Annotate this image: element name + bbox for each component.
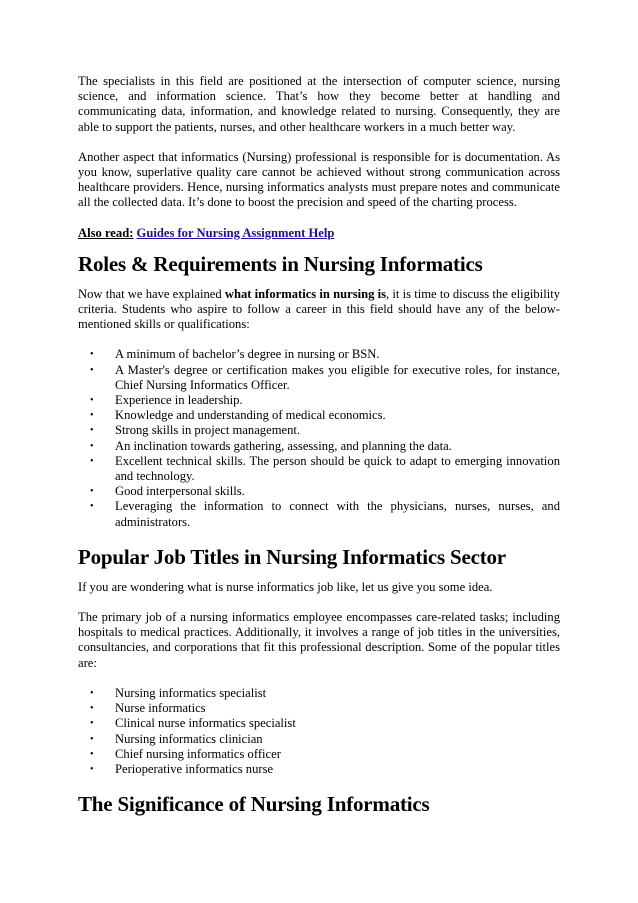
list-item-text: Experience in leadership. [115, 393, 243, 408]
bullet-icon: • [90, 410, 94, 422]
list-item-text: Clinical nurse informatics specialist [115, 716, 296, 731]
also-read-link[interactable]: Guides for Nursing Assignment Help [136, 225, 335, 240]
intro-paragraph-1: The specialists in this field are positioned at the intersection of computer science, nursing science, and information science. That’s how they become better at handling and communicating data, information, and knowledge related to nursing. Consequently, they are able to support the patients, nurses, and other healthcare workers in a much better way. [78, 74, 560, 134]
list-item-text: A Master's degree or certification makes you eligible for executive roles, for instance, Chief Nursing Informatics Officer. [115, 362, 560, 392]
document-page [78, 74, 560, 827]
list-item [78, 484, 560, 499]
list-item-text: Nursing informatics clinician [115, 731, 263, 746]
also-read-line [78, 226, 560, 241]
roles-paragraph-bold: what informatics in nursing is [224, 286, 387, 301]
list-item [78, 762, 560, 777]
bullet-icon: • [90, 455, 94, 467]
bullet-icon: • [90, 486, 94, 498]
list-item-text: Chief nursing informatics officer [115, 746, 281, 761]
roles-paragraph-end: , it is time to discuss the eligibility criteria. Students who aspire to follow a career in this field should have any of the below-mentioned skills or qualifications: [78, 286, 560, 332]
bullet-icon: • [90, 440, 94, 452]
list-item-text: Strong skills in project management. [115, 423, 301, 438]
list-item [78, 701, 560, 716]
bullet-icon: • [90, 687, 94, 699]
list-item [78, 423, 560, 438]
bullet-icon: • [90, 763, 94, 775]
list-item [78, 408, 560, 423]
also-read-label: Also read: [78, 225, 134, 240]
roles-list [78, 347, 560, 529]
list-item [78, 716, 560, 731]
bullet-icon: • [90, 703, 94, 715]
list-item [78, 454, 560, 484]
list-item-text: Good interpersonal skills. [115, 484, 245, 499]
bullet-icon: • [90, 718, 94, 730]
list-item [78, 363, 560, 393]
list-item-text: Nurse informatics [115, 701, 206, 716]
list-item [78, 747, 560, 762]
bullet-icon: • [90, 395, 94, 407]
list-item-text: Leveraging the information to connect with the physicians, nurses, nurses, and administrators. [115, 499, 560, 529]
bullet-icon: • [90, 364, 94, 376]
bullet-icon: • [90, 748, 94, 760]
list-item [78, 393, 560, 408]
bullet-icon: • [90, 425, 94, 437]
list-item-text: Knowledge and understanding of medical economics. [115, 408, 386, 423]
roles-heading: Roles & Requirements in Nursing Informatics [78, 251, 483, 276]
list-item [78, 732, 560, 747]
list-item-text: Nursing informatics specialist [115, 685, 267, 700]
jobs-list [78, 686, 560, 777]
list-item [78, 347, 560, 362]
list-item-text: Perioperative informatics nurse [115, 761, 274, 776]
bullet-icon: • [90, 733, 94, 745]
bullet-icon: • [90, 501, 94, 513]
bullet-icon: • [90, 349, 94, 361]
jobs-paragraph-2: The primary job of a nursing informatics employee encompasses care-related tasks; including hospitals to medical practices. Additionally, it involves a range of job titles in the universities, consultancies, and corporations that fit this professional description. Some of the popular titles are: [78, 610, 560, 670]
roles-paragraph-start: Now that we have explained [78, 286, 225, 301]
roles-paragraph [78, 287, 560, 333]
list-item [78, 499, 560, 529]
list-item-text: Excellent technical skills. The person should be quick to adapt to emerging innovation and technology. [115, 453, 560, 484]
list-item [78, 686, 560, 701]
intro-paragraph-2: Another aspect that informatics (Nursing) professional is responsible for is documentation. As you know, superlative quality care cannot be achieved without strong communication across healthcare providers. Hence, nursing informatics analysts must prepare notes and communicate all the collected data. It’s done to boost the precision and speed of the charting process. [78, 149, 560, 210]
list-item-text: An inclination towards gathering, assessing, and planning the data. [115, 438, 452, 453]
jobs-heading: Popular Job Titles in Nursing Informatics Sector [78, 544, 506, 569]
list-item [78, 439, 560, 454]
list-item-text: A minimum of bachelor’s degree in nursing or BSN. [115, 347, 380, 362]
jobs-paragraph-1: If you are wondering what is nurse informatics job like, let us give you some idea. [78, 579, 493, 594]
significance-heading: The Significance of Nursing Informatics [78, 792, 430, 817]
